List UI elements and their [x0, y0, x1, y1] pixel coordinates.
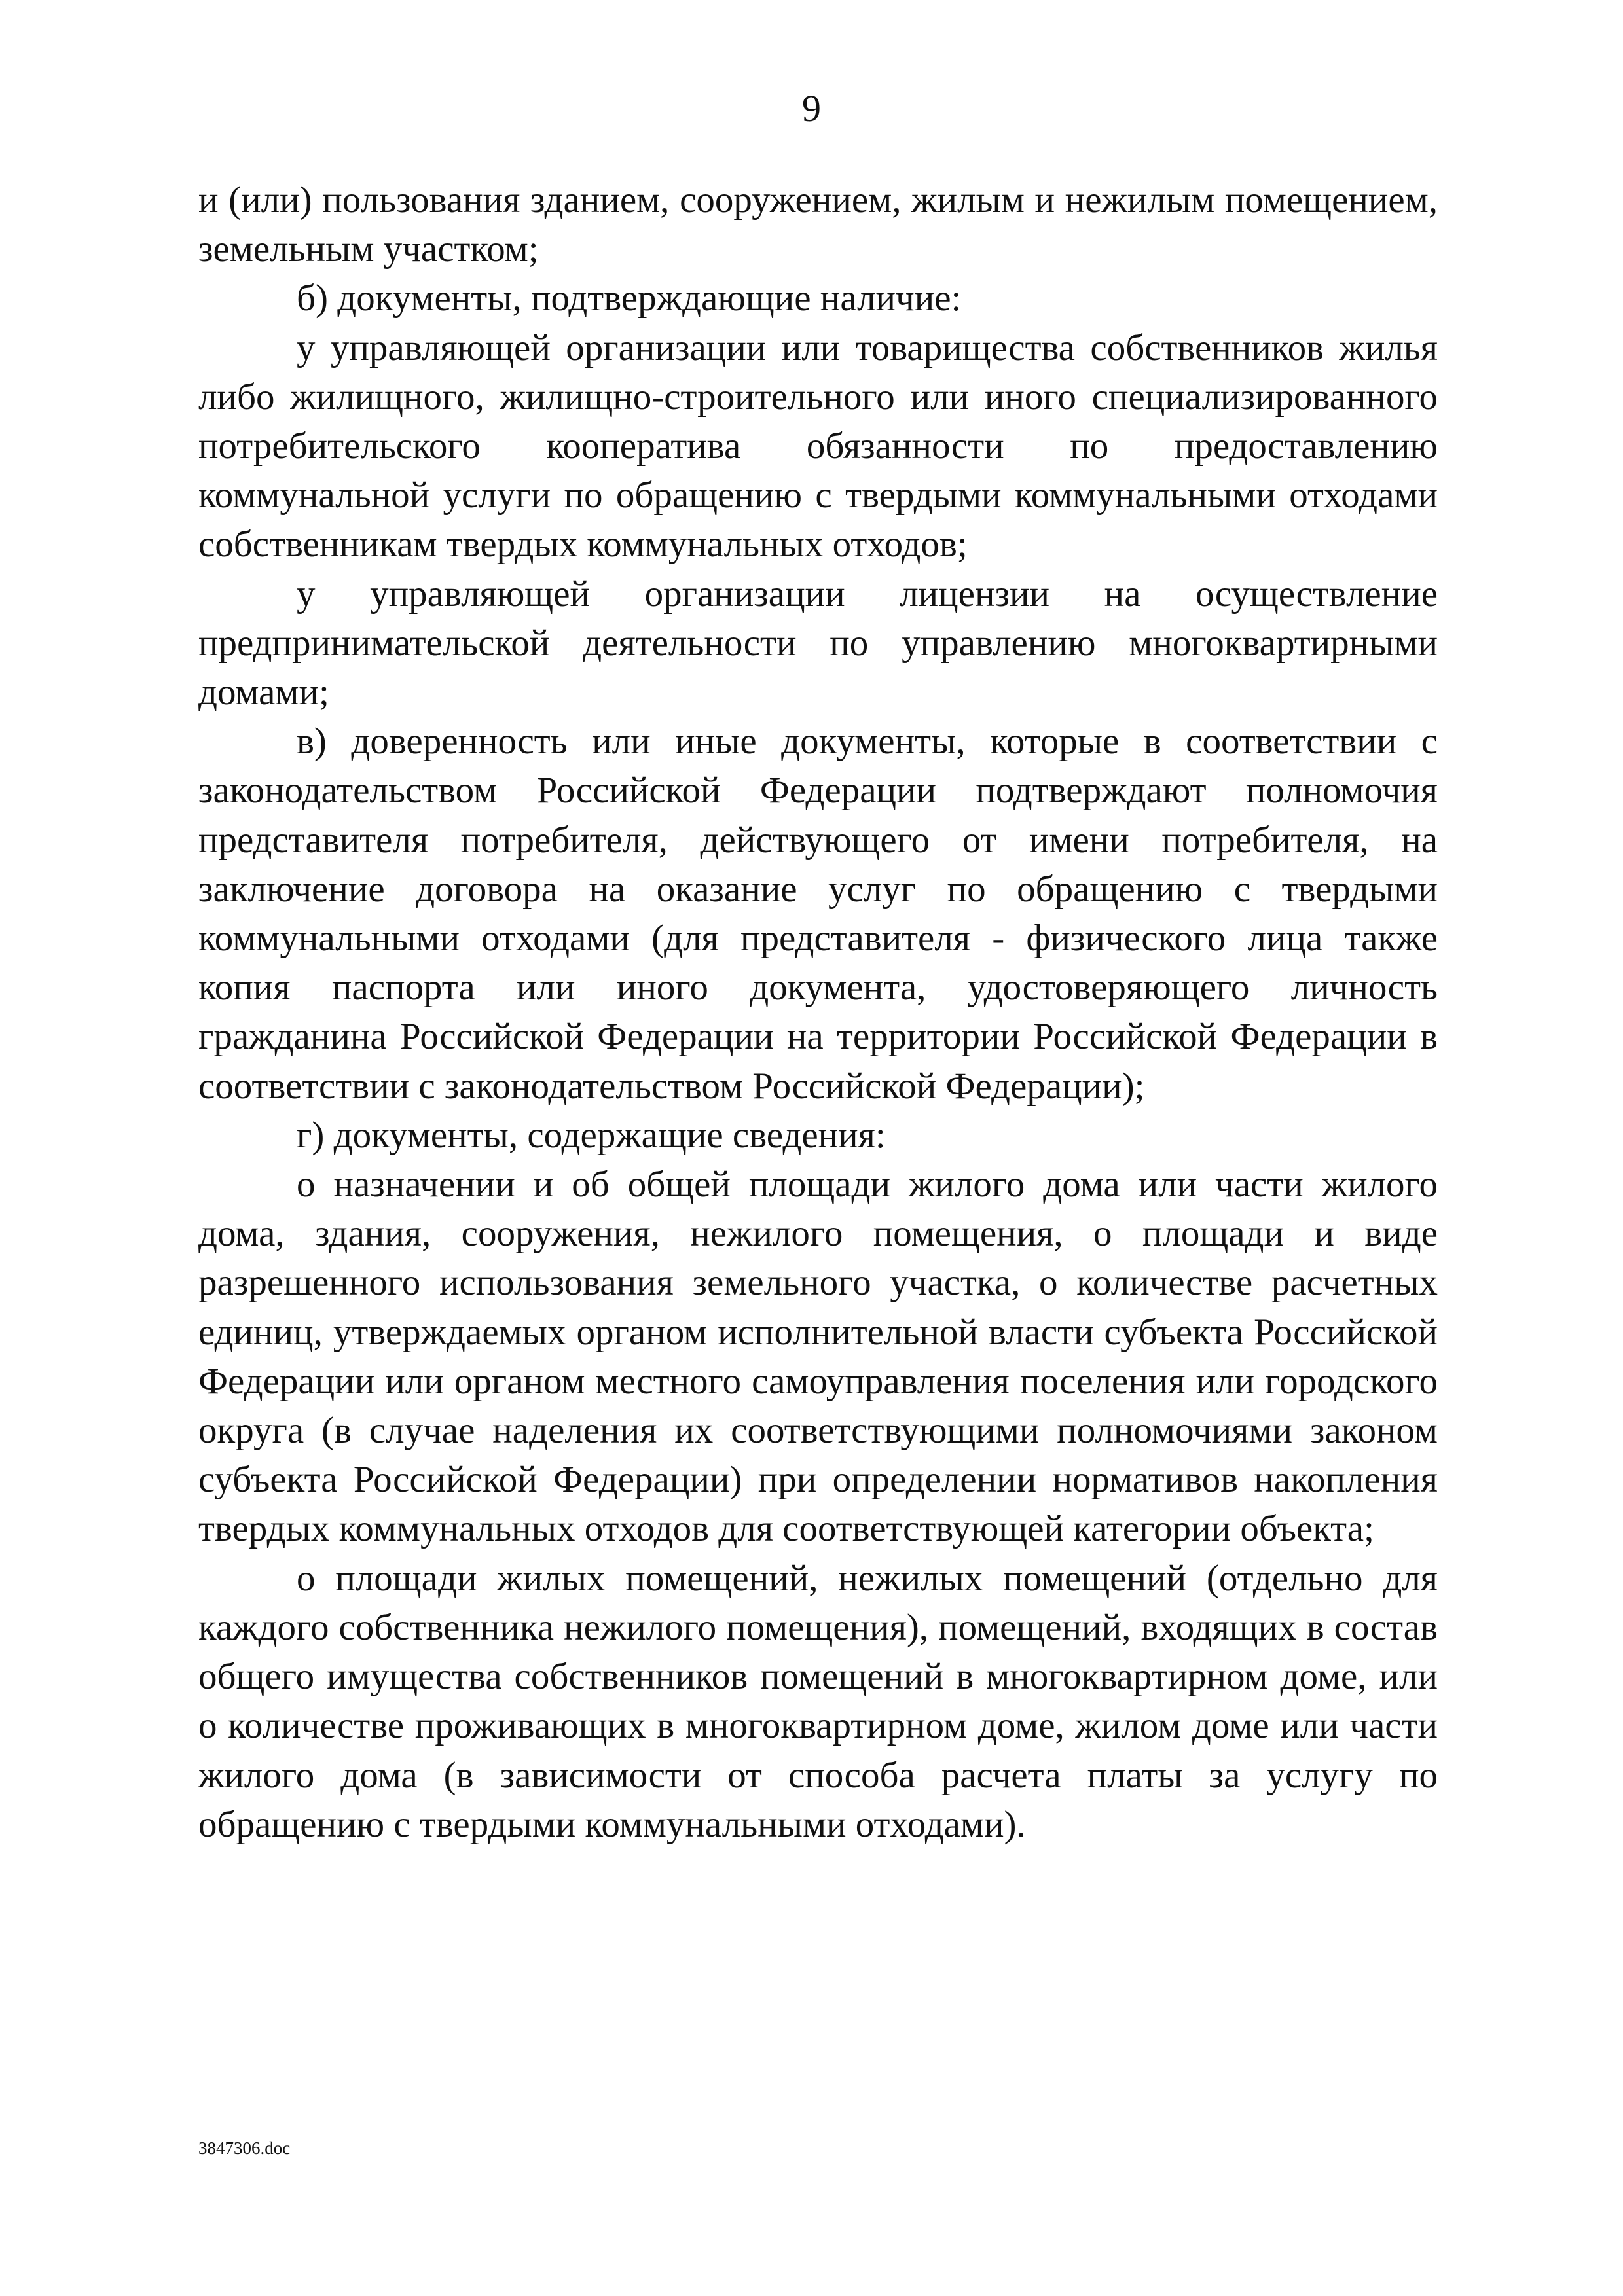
paragraph-item-g: г) документы, содержащие сведения: — [297, 1114, 886, 1156]
paragraph-management-license: у управляющей организации лицензии на осуществление предпринимательской деятельности по управлению многоквартирными домами; — [198, 573, 1438, 713]
paragraph-premises-area: о площади жилых помещений, нежилых помещений (отдельно для каждого собственника нежилого помещения), помещений, входящих в состав общего имущества собственников помещений в многоквартирном доме, или о количестве проживающих в многоквартирном доме, жилом доме или части жилого дома (в зависимости от способа расчета платы за услугу по обращению с твердыми коммунальными отходами). — [198, 1557, 1438, 1845]
document-body — [198, 175, 1438, 1849]
paragraph-item-b: б) документы, подтверждающие наличие: — [297, 278, 962, 319]
paragraph-item-v: в) доверенность или иные документы, которые в соответствии с законодательством Российской Федерации подтверждают полномочия представителя потребителя, действующего от имени потребителя, на заключение договора на оказание услуг по обращению с твердыми коммунальными отходами (для представителя - физического лица также копия паспорта или иного документа, удостоверяющего личность гражданина Российской Федерации на территории Российской Федерации в соответствии с законодательством Российской Федерации); — [198, 721, 1438, 1107]
paragraph-continuation: и (или) пользования зданием, сооружением, жилым и нежилым помещением, земельным участком; — [198, 179, 1438, 270]
paragraph-purpose-area: о назначении и об общей площади жилого дома или части жилого дома, здания, сооружения, нежилого помещения, о площади и виде разрешенного использования земельного участка, о количестве расчетных единиц, утверждаемых органом исполнительной власти субъекта Российской Федерации или органом местного самоуправления поселения или городского округа (в случае наделения их соответствующими полномочиями законом субъекта Российской Федерации) при определении нормативов накопления твердых коммунальных отходов для соответствующей категории объекта; — [198, 1164, 1438, 1550]
footer-document-id: 3847306.doc — [198, 2138, 291, 2158]
page-number: 9 — [802, 87, 821, 130]
paragraph-management-obligation: у управляющей организации или товарищества собственников жилья либо жилищного, жилищно-строительного или иного специализированного потребительского кооператива обязанности по предоставлению коммунальной услуги по обращению с твердыми коммунальными отходами собственникам твердых коммунальных отходов; — [198, 327, 1438, 565]
